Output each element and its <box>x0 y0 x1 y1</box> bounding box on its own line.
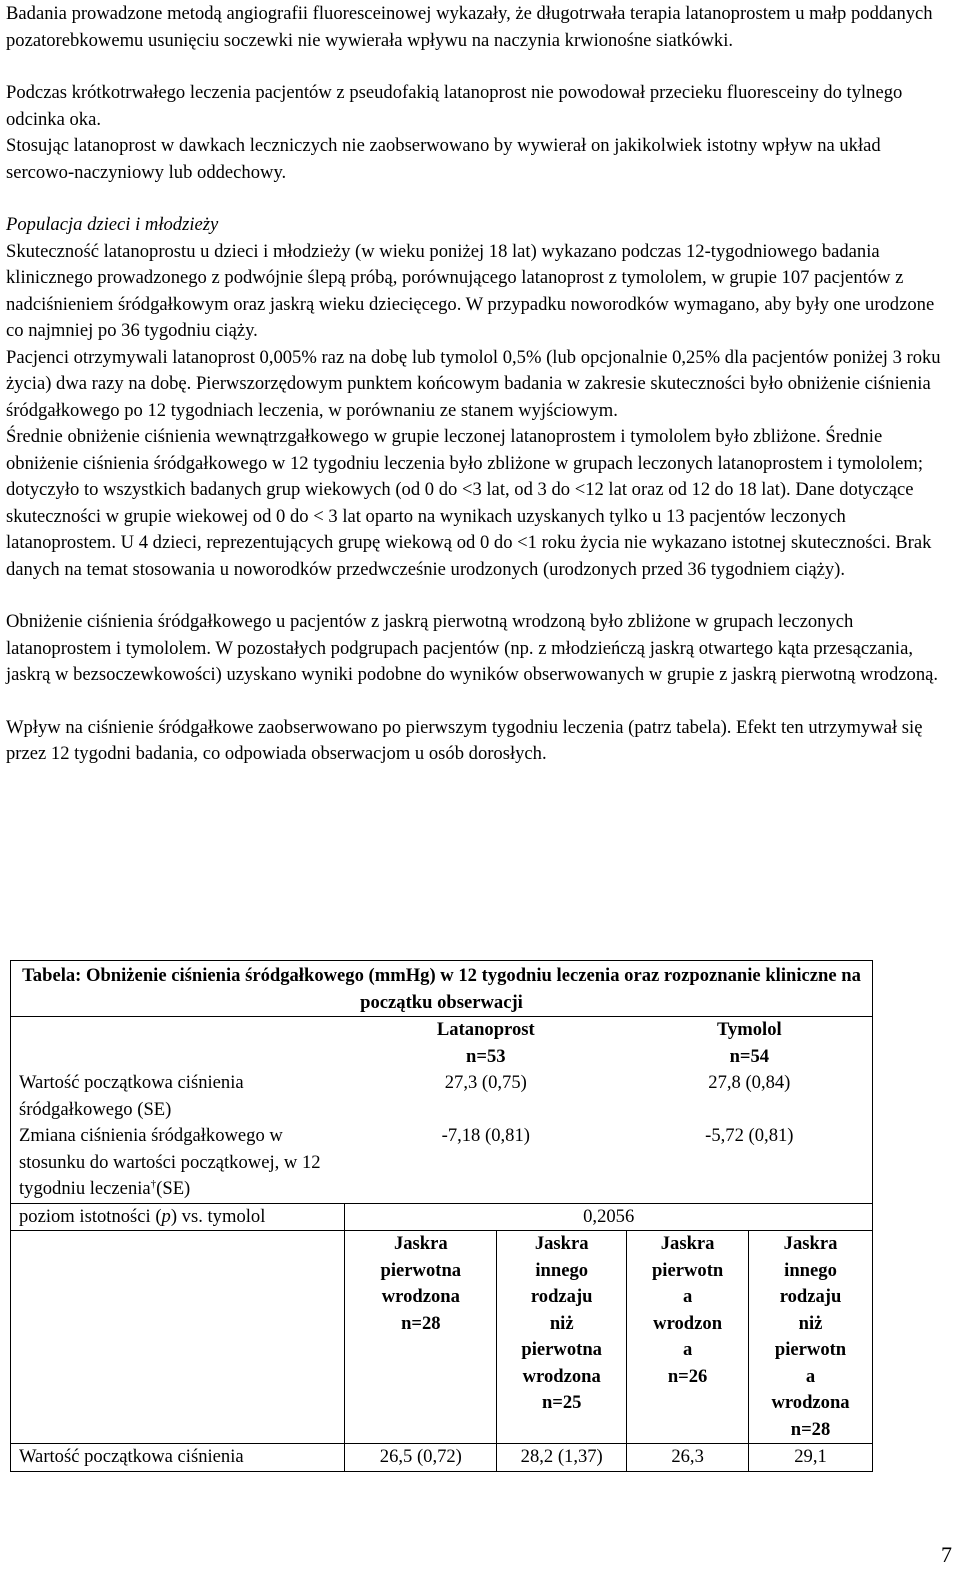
section-heading-pediatric: Populacja dzieci i młodzieży <box>6 214 219 235</box>
row-label-significance: poziom istotności (p) vs. tymolol <box>11 1203 345 1231</box>
paragraph-congenital-glaucoma: Obniżenie ciśnienia śródgałkowego u pacjentów z jaskrą pierwotną wrodzoną było zbliżone w grupach leczonych latanoprostem i tymololem. W pozostałych podgrupach pacjentów (np. z młodzieńczą jaskrą otwartego kąta przesączania, jaskrą w bezsoczewkowości) uzyskano wyniki podobne do wyników obserwowanych w grupie z jaskrą pierwotną wrodzoną. <box>6 611 939 685</box>
cell-subgroup-1: 26,5 (0,72) <box>345 1444 497 1472</box>
cell-baseline-tymolol: 27,8 (0,84) <box>627 1070 873 1123</box>
paragraph-pediatric-efficacy: Skuteczność latanoprostu u dzieci i młodzieży (w wieku poniżej 18 lat) wykazano podczas 12-tygodniowego badania klinicznego prowadzonego z podwójnie ślepą próbą, porównującego latanoprost z tymololem, w grupie 107 pacjentów z nadciśnieniem śródgałkowym oraz jaskrą wieku dziecięcego. W przypadku noworodków wymagano, aby były one urodzone co najmniej po 36 tygodniu ciąży. <box>6 240 935 341</box>
column-header-tymolol: Tymolol n=54 <box>627 1017 873 1071</box>
paragraph-dosing: Pacjenci otrzymywali latanoprost 0,005% raz na dobę lub tymolol 0,5% (lub opcjonalnie 0,25% dla pacjentów poniżej 3 roku życia) dwa razy na dobę. Pierwszorzędowym punktem końcowym badania w zakresie skuteczności było obniżenie ciśnienia śródgałkowego po 12 tygodniach leczenia, w porównaniu ze stanem wyjściowym. <box>6 346 941 421</box>
row-label-subgroup-baseline: Wartość początkowa ciśnienia <box>11 1444 345 1472</box>
cell-subgroup-4: 29,1 <box>749 1444 873 1472</box>
subgroup-header-primary-congenital-latanoprost: Jaskra pierwotna wrodzona n=28 <box>345 1231 497 1444</box>
paragraph-mean-reduction: Średnie obniżenie ciśnienia wewnątrzgałkowego w grupie leczonej latanoprostem i tymololem było zbliżone. Średnie obniżenie ciśnienia śródgałkowego w 12 tygodniu leczenia było zbliżone w grupach leczonych latanoprostem i tymololem; dotyczyło to wszystkich badanych grup wiekowych (od 0 do <3 lat, od 3 do <12 lat oraz od 12 do 18 lat). Dane dotyczące skuteczności w grupie wiekowej od 0 do < 3 lat oparto na wynikach uzyskanych tylko u 13 pacjentów leczonych latanoprostem. U 4 dzieci, reprezentujących grupę wiekową od 0 do <1 roku życia nie wykazano istotnej skuteczności. Brak danych na temat stosowania u noworodków przedwcześnie urodzonych (urodzonych przed 36 tygodniem ciąży). <box>6 426 932 580</box>
cell-change-tymolol: -5,72 (0,81) <box>627 1123 873 1203</box>
cell-baseline-latanoprost: 27,3 (0,75) <box>444 1072 527 1093</box>
iop-results-table <box>10 960 873 1472</box>
row-label-baseline-iop: Wartość początkowa ciśnienia śródgałkowego (SE) <box>11 1070 345 1123</box>
paragraph-pseudophakia: Podczas krótkotrwałego leczenia pacjentów z pseudofakią latanoprost nie powodował przecieku fluoresceiny do tylnego odcinka oka. <box>6 82 903 130</box>
table-caption: Tabela: Obniżenie ciśnienia śródgałkowego (mmHg) w 12 tygodniu leczenia oraz rozpoznanie kliniczne na początku obserwacji <box>11 961 873 1017</box>
cell-p-value: 0,2056 <box>345 1203 873 1231</box>
subgroup-header-other-latanoprost: Jaskra innego rodzaju niż pierwotna wrodzona n=25 <box>497 1231 627 1444</box>
row-label-iop-change: Zmiana ciśnienia śródgałkowego w stosunku do wartości początkowej, w 12 tygodniu leczenia†(SE) <box>11 1123 345 1203</box>
cell-subgroup-2: 28,2 (1,37) <box>497 1444 627 1472</box>
cell-subgroup-3: 26,3 <box>627 1444 749 1472</box>
paragraph-cardiovascular: Stosując latanoprost w dawkach leczniczych nie zaobserwowano by wywierał on jakikolwiek istotny wpływ na układ sercowo-naczyniowy lub oddechowy. <box>6 135 881 183</box>
paragraph-angiography: Badania prowadzone metodą angiografii fluoresceinowej wykazały, że długotrwała terapia latanoprostem u małp poddanych pozatorebkowemu usunięciu soczewki nie wywierała wpływu na naczynia krwionośne siatkówki. <box>6 3 933 51</box>
page-number: 7 <box>941 1542 952 1567</box>
cell-change-latanoprost: -7,18 (0,81) <box>441 1125 530 1146</box>
paragraph-effect-duration: Wpływ na ciśnienie śródgałkowe zaobserwowano po pierwszym tygodniu leczenia (patrz tabela). Efekt ten utrzymywał się przez 12 tygodni badania, co odpowiada obserwacjom u osób dorosłych. <box>6 716 923 764</box>
subgroup-header-other-tymolol: Jaskra innego rodzaju niż pierwotn a wrodzona n=28 <box>749 1231 873 1444</box>
column-header-latanoprost: Latanoprost n=53 <box>345 1017 627 1071</box>
document-body <box>6 0 952 768</box>
subgroup-header-primary-congenital-tymolol: Jaskra pierwotn a wrodzon a n=26 <box>627 1231 749 1444</box>
